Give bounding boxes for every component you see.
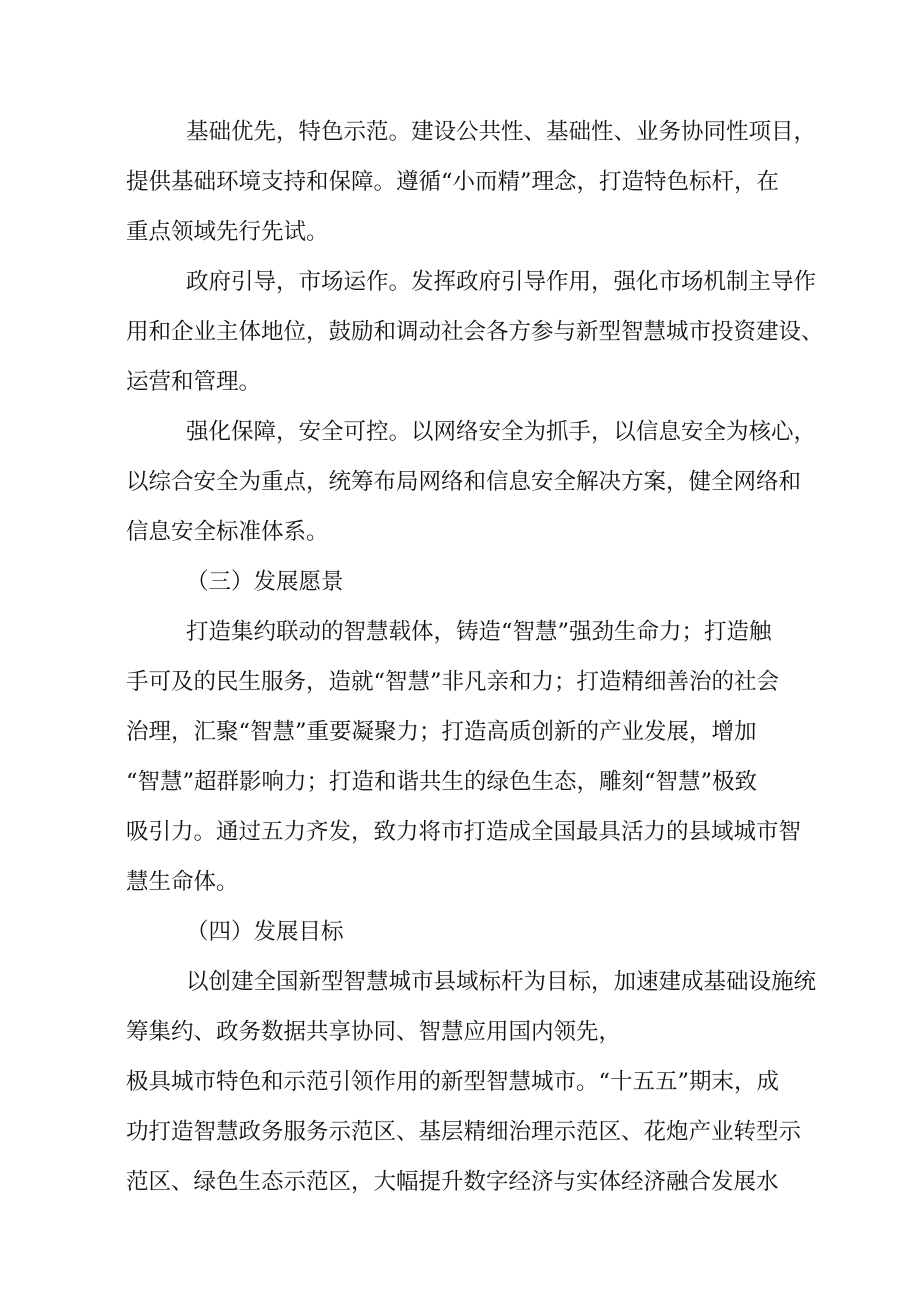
text-line-14: “智慧”超群影响力；打造和谐共生的绿色生态，雕刻“智慧”极致 <box>126 769 758 795</box>
text-line-21: 功打造智慧政务服务示范区、基层精细治理示范区、花炮产业转型示 <box>126 1119 802 1145</box>
text-line-6: 运营和管理。 <box>126 369 262 395</box>
text-line-19: 筹集约、政务数据共享协同、智慧应用国内领先， <box>126 1019 622 1045</box>
text-line-9: 信息安全标准体系。 <box>126 519 329 545</box>
text-line-22: 范区、绿色生态示范区，大幅提升数字经济与实体经济融合发展水 <box>126 1169 779 1195</box>
text-line-8: 以综合安全为重点，统筹布局网络和信息安全解决方案，健全网络和 <box>126 469 802 495</box>
text-line-18: 以创建全国新型智慧城市县域标杆为目标，加速建成基础设施统 <box>186 969 817 995</box>
text-line-20: 极具城市特色和示范引领作用的新型智慧城市。“十五五”期末，成 <box>126 1069 780 1095</box>
text-line-11: 打造集约联动的智慧载体，铸造“智慧”强劲生命力；打造触 <box>186 619 772 645</box>
section-heading-4: （四）发展目标 <box>186 919 344 945</box>
text-line-4: 政府引导，市场运作。发挥政府引导作用，强化市场机制主导作 <box>186 269 817 295</box>
section-heading-3: （三）发展愿景 <box>186 569 344 595</box>
text-line-1: 基础优先，特色示范。建设公共性、基础性、业务协同性项目， <box>186 119 817 145</box>
text-line-12: 手可及的民生服务，造就“智慧”非凡亲和力；打造精细善治的社会 <box>126 669 780 695</box>
text-line-13: 治理，汇聚“智慧”重要凝聚力；打造高质创新的产业发展，增加 <box>126 719 757 745</box>
text-line-7: 强化保障，安全可控。以网络安全为抓手，以信息安全为核心， <box>186 419 817 445</box>
text-line-15: 吸引力。通过五力齐发，致力将市打造成全国最具活力的县域城市智 <box>126 819 802 845</box>
text-line-16: 慧生命体。 <box>126 869 239 895</box>
text-line-3: 重点领域先行先试。 <box>126 219 329 245</box>
text-line-5: 用和企业主体地位，鼓励和调动社会各方参与新型智慧城市投资建设、 <box>126 319 824 345</box>
text-line-2: 提供基础环境支持和保障。遵循“小而精”理念，打造特色标杆，在 <box>126 169 780 195</box>
